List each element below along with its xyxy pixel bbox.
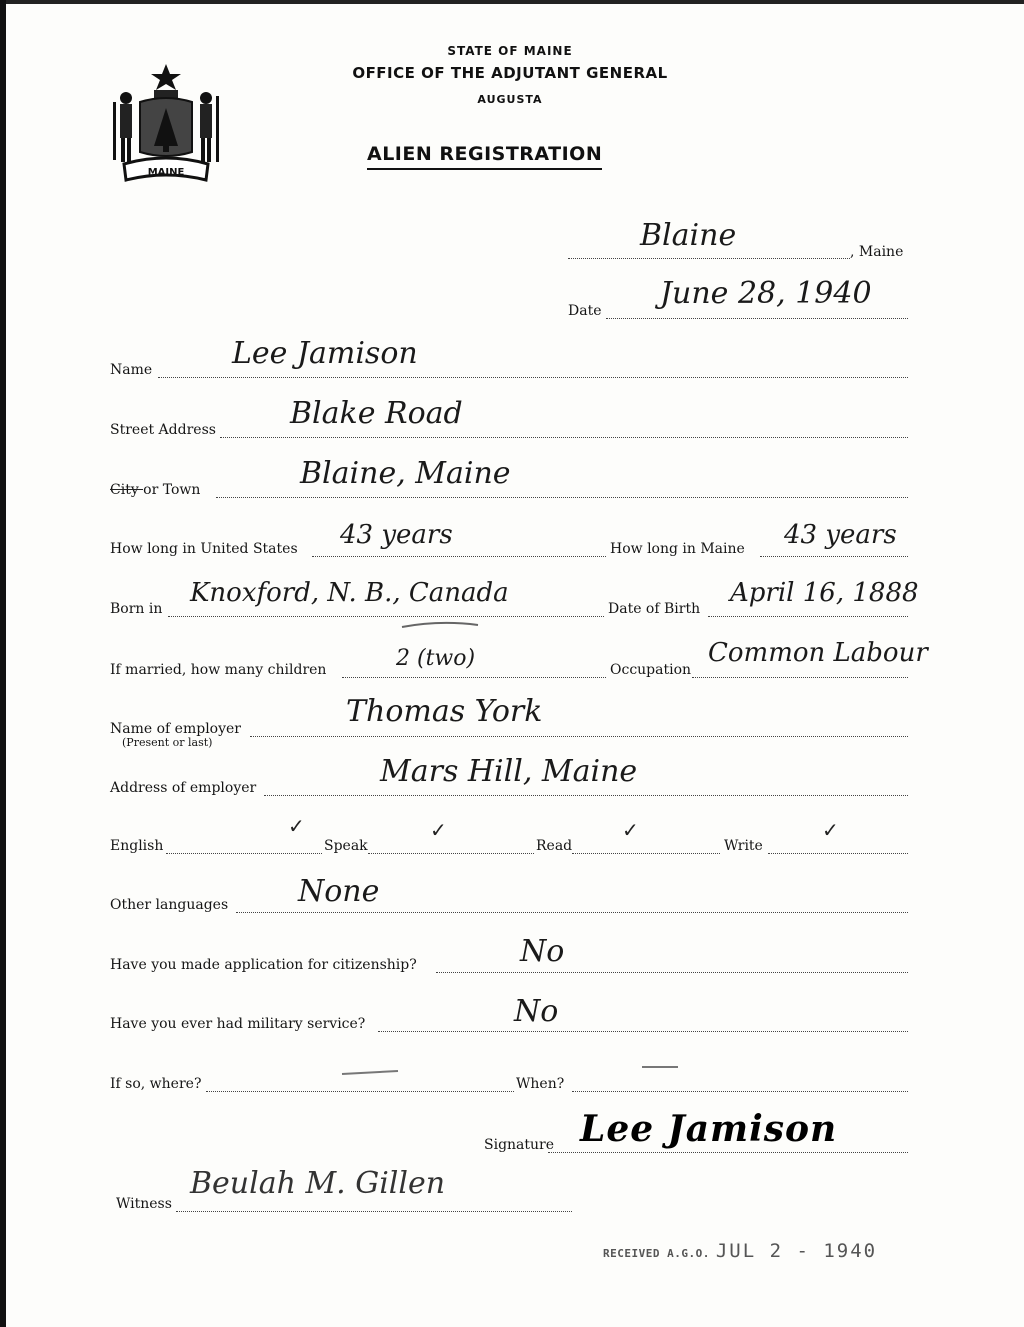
header-office: OFFICE OF THE ADJUTANT GENERAL bbox=[352, 64, 668, 82]
date-line bbox=[606, 318, 908, 319]
born-label: Born in bbox=[110, 601, 163, 617]
street-label: Street Address bbox=[110, 422, 216, 438]
read-label: Read bbox=[536, 838, 573, 854]
signature-label: Signature bbox=[484, 1137, 555, 1153]
write-line bbox=[768, 853, 908, 854]
maine-value: 43 years bbox=[784, 520, 897, 550]
witness-signature: Beulah M. Gillen bbox=[190, 1166, 446, 1201]
where-line bbox=[206, 1091, 514, 1092]
english-check-icon: ✓ bbox=[288, 814, 305, 838]
born-underline bbox=[400, 620, 480, 630]
other-lang-value: None bbox=[298, 874, 380, 909]
read-line bbox=[572, 853, 720, 854]
emp-address-value: Mars Hill, Maine bbox=[380, 754, 638, 789]
military-value: No bbox=[514, 994, 559, 1029]
employer-label: Name of employer bbox=[110, 721, 241, 737]
dob-line bbox=[708, 616, 908, 617]
stamp-text: RECEIVED A.G.O. bbox=[603, 1247, 710, 1260]
write-label: Write bbox=[724, 838, 763, 854]
dob-label: Date of Birth bbox=[608, 601, 701, 617]
where-dash-mark bbox=[340, 1068, 400, 1078]
scan-edge-left bbox=[0, 0, 6, 1327]
date-value: June 28, 1940 bbox=[660, 276, 872, 311]
svg-text:MAINE: MAINE bbox=[147, 167, 185, 178]
when-dash-mark bbox=[640, 1062, 680, 1072]
header-state: STATE OF MAINE bbox=[447, 44, 573, 58]
maine-line bbox=[760, 556, 908, 557]
other-lang-line bbox=[236, 912, 908, 913]
speak-label: Speak bbox=[324, 838, 368, 854]
place-line bbox=[568, 258, 850, 259]
other-lang-label: Other languages bbox=[110, 897, 229, 913]
city-label: City or Town bbox=[110, 482, 201, 498]
occupation-label: Occupation bbox=[610, 662, 692, 678]
header-city: AUGUSTA bbox=[477, 93, 543, 106]
military-label: Have you ever had military service? bbox=[110, 1016, 366, 1032]
born-line bbox=[168, 616, 604, 617]
city-strikethrough bbox=[110, 489, 143, 490]
city-value: Blaine, Maine bbox=[300, 456, 511, 491]
witness-label: Witness bbox=[116, 1196, 172, 1212]
scan-edge-top bbox=[0, 0, 1024, 4]
children-line bbox=[342, 677, 606, 678]
place-suffix: , Maine bbox=[850, 244, 904, 260]
read-check-icon: ✓ bbox=[622, 818, 639, 842]
name-line bbox=[158, 377, 908, 378]
witness-line bbox=[176, 1211, 572, 1212]
children-value: 2 (two) bbox=[396, 646, 476, 671]
when-line bbox=[572, 1091, 908, 1092]
form-title: ALIEN REGISTRATION bbox=[367, 143, 602, 170]
maine-label: How long in Maine bbox=[610, 541, 745, 557]
speak-check-icon: ✓ bbox=[430, 818, 447, 842]
place-value: Blaine bbox=[640, 218, 737, 253]
speak-line bbox=[368, 853, 534, 854]
date-label: Date bbox=[568, 303, 602, 319]
name-value: Lee Jamison bbox=[232, 336, 418, 371]
born-value: Knoxford, N. B., Canada bbox=[190, 578, 509, 608]
dob-value: April 16, 1888 bbox=[730, 578, 919, 608]
us-value: 43 years bbox=[340, 520, 453, 550]
employer-value: Thomas York bbox=[346, 694, 543, 729]
citizenship-line bbox=[436, 972, 908, 973]
street-value: Blake Road bbox=[290, 396, 463, 431]
emp-address-label: Address of employer bbox=[110, 780, 257, 796]
occupation-line bbox=[692, 677, 908, 678]
children-label: If married, how many children bbox=[110, 662, 327, 678]
occupation-value: Common Labour bbox=[708, 638, 928, 668]
where-label: If so, where? bbox=[110, 1076, 202, 1092]
emp-address-line bbox=[264, 795, 908, 796]
employer-sub-label: (Present or last) bbox=[122, 736, 213, 749]
received-stamp bbox=[603, 1240, 877, 1262]
stamp-date: JUL 2 - 1940 bbox=[715, 1240, 878, 1262]
citizenship-value: No bbox=[520, 934, 565, 969]
us-line bbox=[312, 556, 606, 557]
employer-line bbox=[250, 736, 908, 737]
city-line bbox=[216, 497, 908, 498]
name-label: Name bbox=[110, 362, 153, 378]
maine-state-seal-icon bbox=[110, 60, 222, 186]
citizenship-label: Have you made application for citizenship? bbox=[110, 957, 417, 973]
when-label: When? bbox=[516, 1076, 565, 1092]
street-line bbox=[220, 437, 908, 438]
signature-line bbox=[548, 1152, 908, 1153]
us-label: How long in United States bbox=[110, 541, 298, 557]
military-line bbox=[378, 1031, 908, 1032]
english-line bbox=[166, 853, 322, 854]
write-check-icon: ✓ bbox=[822, 818, 839, 842]
english-label: English bbox=[110, 838, 164, 854]
applicant-signature: Lee Jamison bbox=[580, 1108, 838, 1150]
